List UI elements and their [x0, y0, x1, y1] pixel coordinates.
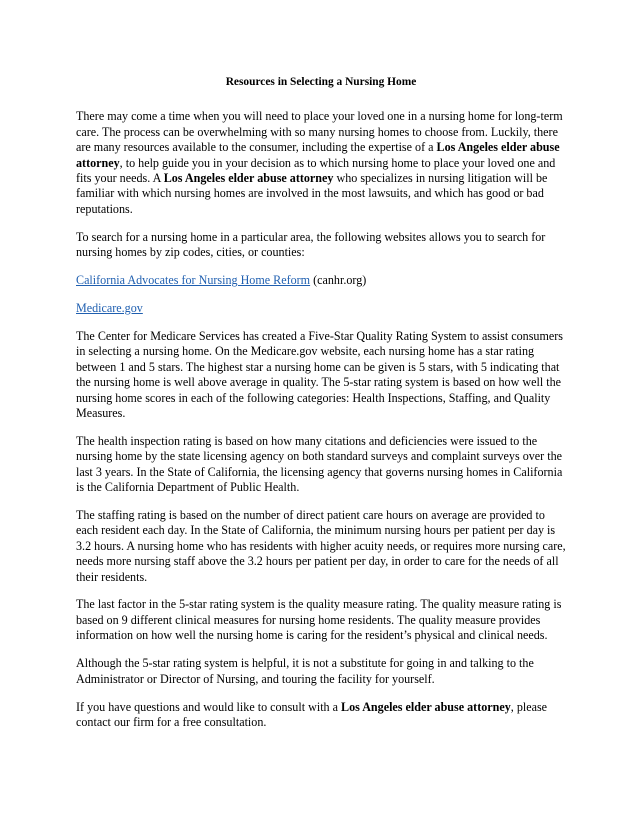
closing-text-2: , please contact our firm for a free consultation. [76, 699, 548, 729]
helpful-paragraph: Although the 5-star rating system is helpful, it is not a substitute for going in and talking to the Administrator or Director of Nursing, and touring the facility for yourself. [76, 656, 534, 686]
health-inspection-paragraph: The health inspection rating is based on how many citations and deficiencies were issued to the nursing home by the state licensing agency on both standard surveys and complaint surveys over the last 3 years. In the State of California, the licensing agency that governs nursing homes in California is the California Department of Public Health. [76, 433, 563, 495]
medicare-line [76, 301, 566, 316]
intro-text-2: , to help guide you in your decision as to which nursing home to place your loved one and fits your needs. A [76, 155, 556, 186]
search-paragraph: To search for a nursing home in a particular area, the following websites allows you to search for nursing homes by zip codes, cities, or counties: [76, 229, 546, 260]
canhr-link[interactable]: California Advocates for Nursing Home Reform [76, 273, 311, 288]
medicare-paragraph: The Center for Medicare Services has created a Five-Star Quality Rating System to assist consumers in selecting a nursing home. On the Medicare.gov website, each nursing home has a star rating between 1 and 5 stars. The highest star a nursing home can be given is 5 stars, with 5 indicating that the nursing home is well above average in quality. The 5-star rating system is based on how well the nursing home scores in each of the following categories: Health Inspections, Staffing, and Quality Measures. [76, 328, 563, 420]
closing-paragraph [76, 700, 566, 731]
document-title: Resources in Selecting a Nursing Home [225, 76, 417, 88]
attorney-keyword: Los Angeles elder abuse attorney [76, 140, 560, 170]
quality-measure-paragraph: The last factor in the 5-star rating system is the quality measure rating. The quality measure rating is based on 9 different clinical measures for nursing home residents. The quality measure provides information on how well the nursing home is caring for the resident’s physical and clinical needs. [76, 597, 562, 643]
intro-paragraph [76, 109, 566, 217]
medicare-link[interactable]: Medicare.gov [76, 300, 143, 315]
closing-text-1: If you have questions and would like to consult with a [76, 699, 342, 714]
canhr-domain: (canhr.org) [310, 273, 367, 288]
staffing-paragraph: The staffing rating is based on the number of direct patient care hours on average are provided to each resident each day. In the State of California, the minimum nursing hours per patient per day is 3.2 hours. A nursing home who has residents with higher acuity needs, or requires more nursing care, needs more nursing staff above the 3.2 hours per patient per day, in order to care for the needs of all their residents. [76, 507, 566, 584]
attorney-keyword: Los Angeles elder abuse attorney [163, 171, 334, 186]
attorney-keyword: Los Angeles elder abuse attorney [341, 699, 511, 714]
intro-text-1: There may come a time when you will need to place your loved one in a nursing home for long-term care. The process can be overwhelming with so many nursing homes to choose from. Luckily, there are many resources available to the consumer, including the expertise of a [76, 109, 563, 155]
document-page [76, 75, 566, 743]
intro-text-3: who specializes in nursing litigation will be familiar with which nursing homes are involved in the most lawsuits, and which has good or bad reputations. [76, 171, 548, 216]
canhr-line [76, 273, 566, 288]
